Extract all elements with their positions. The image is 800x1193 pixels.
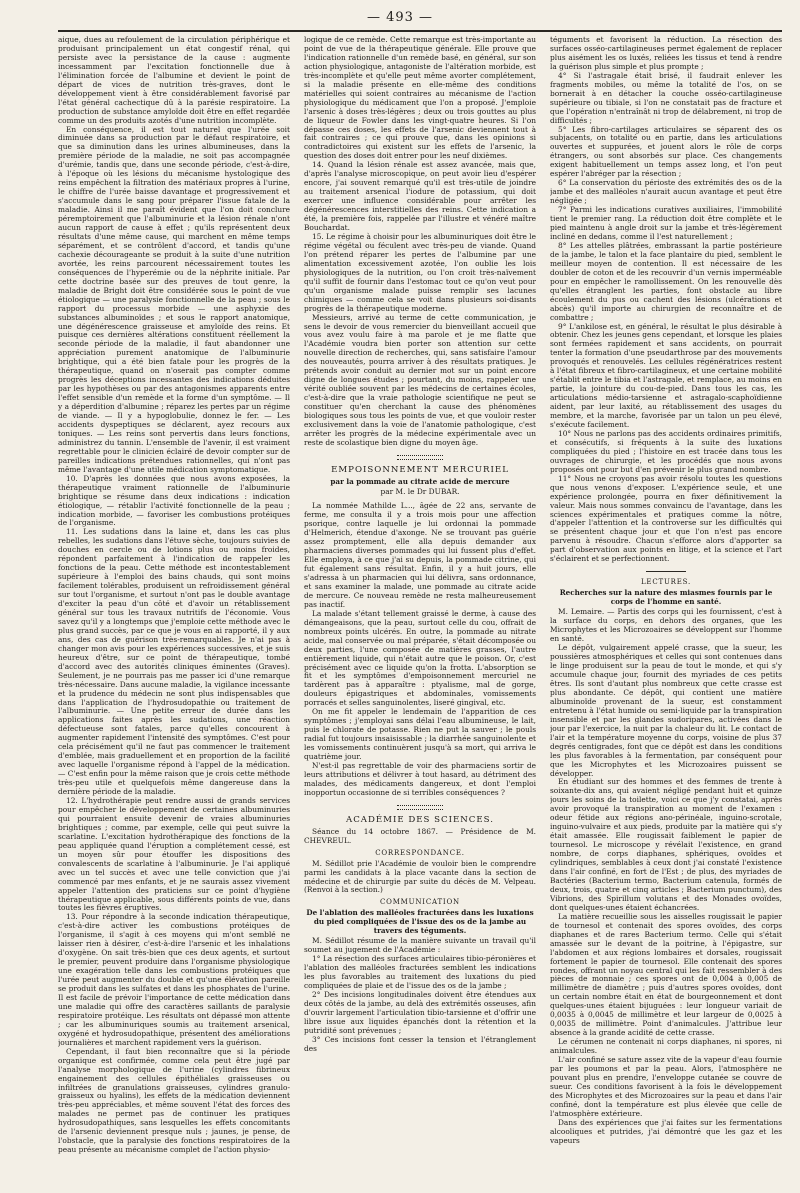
paragraph: Cependant, il faut bien reconnaître que si la période organique est confirmée, comme cela peut être jugé par l'analyse morphologique de l'urine (cylindres fibrineux engainement des cellules épithéliales graisseuses ou infiltrées de granulations graisseuses, cylindres granulo-graisseux ou hyalins), les effets de la médication deviennent très-peu appréciables, et même souvent l'état des forces des malades ne permet pas de continuer les pratiques hydrosudopathiques, sans lesquelles les effets concomitants de l'arsenic deviennent presque nuls ; jaunes, je pense, de l'obstacle, que la paralysie des fonctions respiratoires de la peau présente au mécanisme complet de l'action physio- (58, 1046, 290, 1155)
paragraph: M. Lemaire. — Partis des corps qui les fournissent, c'est à la surface du corps, en dehors des organes, que les Microphytes et les Microzoaires se développent sur l'homme en santé. (550, 607, 782, 644)
article-columns (58, 36, 782, 1186)
lecture-title: Recherches sur la nature des miasmes fournis par le corps de l'homme en santé. (559, 588, 773, 606)
page-number: — 493 — (366, 10, 434, 25)
section-separator (397, 805, 443, 810)
paragraph: 10. D'après les données que nous avons exposées, la thérapeutique vraiment rationnelle de l'albuminurie brightique se résume dans deux indications : indication étiologique, — rétablir l'activité fonctionnelle de la peau ; indication morbide, — favoriser les combustions protéiques de l'organisme. (58, 473, 290, 528)
paragraph: La nommée Mathilde L..., âgée de 22 ans, servante de ferme, me consulta il y a trois mois pour une affection psorique, contre laquelle je lui ordonnai la pommade d'Helmerich, étendue d'axonge. Ne se trouvant pas guérie assez promptement, elle alla depuis demander aux pharmaciens diverses pommades qui lui fussent plus d'effet. Elle employa, à ce que j'ai su depuis, la pommade citrine, qui fut également sans résultat. Enfin, il y a huit jours, elle s'adressa à un pharmacien qui lui délivra, sans ordonnance, et sans examiner la malade, une pommade au citrate acide de mercure. Ce nouveau remède ne resta malheureusement pas inactif. (304, 501, 536, 609)
article-byline: par M. le Dr DUBAR. (380, 487, 460, 497)
section-separator (646, 571, 686, 572)
paragraph: L'air confiné se sature assez vite de la vapeur d'eau fournie par les poumons et par la peau. Alors, l'atmosphère ne pouvant plus en prendre, l'enveloppe cutanée se couvre de sueur. Ces conditions favorisent à la fois le développement des Microphytes et des Microzoaires sur la peau et dans l'air confiné, dont la température est plus élevée que celle de l'atmosphère extérieure. (550, 1055, 782, 1118)
paragraph: M. Sédillot résume de la manière suivante un travail qu'il soumet au jugement de l'Académie : (304, 936, 536, 955)
paragraph: En conséquence, il est tout naturel que l'urée soit diminuée dans sa production par le défaut respiratoire, et que sa diminution dans les urines albumineuses, dans la première période de la maladie, ne soit pas accompagnée d'urémie, tandis que, dans une seconde période, c'est-à-dire, à l'époque où les lésions du mécanisme hystologique des reins empêchent la filtration des matériaux propres à l'urine, le chiffre de l'urée baisse davantage et progressivement et s'accumule dans le sang pour préparer l'issue fatale de la maladie. Ainsi il me paraît évident que l'on doit conclure péremptoirement que l'albuminurie et la lésion rénale n'ont aucun rapport de cause à effet ; qu'ils représentent deux résultats d'une même cause, qui marchent en même temps séparément, et se contrôlent d'accord, et tandis qu'une cachexie décourageante se produit à la suite d'une nutrition avortée, les reins parcourent nécessairement toutes les conséquences de l'hyperémie ou de la néphrite initiale. Par cette doctrine basée sur des preuves de tout genre, la maladie de Bright doit être considérée sous le point de vue étiologique — une paralysie fonctionnelle de la peau ; sous le rapport du processus morbide — une asphyxie des substances albuminoïdes ; et sous le rapport anatomique, une dégénérescence graisseuse et amyloïde des reins. Et puisque ces dernières altérations constituent réellement la seconde période de la maladie, il faut abandonner une appréciation purement anatomique de l'albuminurie brightique, qui a été bien fatale pour les progrès de la thérapeutique, quand on n'oserait pas compter comme progrès les déceptions incessantes des indications déduites par les hypothèses ou par des antagonismes apparents entre l'effet sensible d'un remède et la forme d'un symptôme. — Il y a déperdition d'albumine ; réparez les pertes par un régime de viande. — Il y a hypoglobulie, donnez le fer. — Les accidents dyspeptiques se déclarent, ayez recours aux toniques. — Les reins sont pervertis dans leurs fonctions, administrez du tannin. L'ensemble de l'avenir, il est vraiment regrettable pour le clinicien éclairé de devoir compter sur de pareilles indications prétendues rationnelles, qui n'ont pas même l'avantage d'une utile médication symptomatique. (58, 124, 290, 474)
paragraph: On me fit appeler le lendemain de l'apparition de ces symptômes ; j'employai sans délai l'eau albumineuse, le lait, puis le chlorate de potasse. Rien ne put la sauver ; le pouls radial fut toujours insaisissable ; la diarrhée sanguinolente et les vomissements continuèrent jusqu'à sa mort, qui arriva le quatrième jour. (304, 707, 536, 762)
paragraph: Messieurs, arrivé au terme de cette communication, je sens le devoir de vous remercier du bienveillant accueil que vous avez voulu faire à ma parole et je me flatte que l'Académie voudra bien porter son attention sur cette nouvelle direction de recherches, qui, sans satisfaire l'amour des nouveautés, pourra arriver à des résultats pratiques. Je prétends avoir conduit au dernier mot sur un point encore digne de longues études ; pourtant, du moins, rappeler une vérité oubliée souvent par les médecins de certaines écoles, c'est-à-dire que la vraie pathologie scientifique ne peut se constituer qu'en cherchant la cause des phénomènes biologiques sous tous les points de vue, et que vouloir rester exclusivement dans la voie de l'anatomie pathologique, c'est arrêter les progrès de la médecine expérimentale avec un reste de scolastique bien digne du moyen âge. (304, 312, 536, 447)
column-3 (550, 36, 782, 1186)
paragraph: M. Sédillot prie l'Académie de vouloir bien le comprendre parmi les candidats à la place vacante dans la section de médecine et de chirurgie par suite du décès de M. Velpeau. (Renvoi à la section.) (304, 858, 536, 895)
column-2 (304, 36, 536, 1186)
paragraph: 10° Nous ne parlons pas des accidents ordinaires primitifs, et consécutifs, si fréquents à la suite des luxations compliquées du pied ; l'histoire en est tracée dans tous les ouvrages de chirurgie, et les procédés que nous avons proposés ont pour but d'en prévenir le plus grand nombre. (550, 428, 782, 474)
paragraph: téguments et favorisent la réduction. La résection des surfaces osséo-cartilagineuses permet également de replacer plus aisément les os luxés, reliées les tissus et tend à rendre la guérison plus simple et plus prompte ; (550, 36, 782, 71)
subsection-heading: LECTURES. (640, 578, 692, 587)
paragraph: Le dépôt, vulgairement appelé crasse, que la sueur, les poussières atmosphériques et celles qui sont contenues dans le linge produisent sur la peau de tout le monde, et qui s'y accumule chaque jour, fournit des myriades de ces petits êtres. Ils sont d'autant plus nombreux que cette crasse est plus abondante. Ce dépôt, qui contient une matière albuminoïde provenant de la sueur, est constamment entretenu à l'état humide ou semi-liquide par la transpiration insensible et par les glandes sudoripares, activées dans le jour par l'exercice, la nuit par la chaleur du lit. Le contact de l'air et la température moyenne du corps, voisine de plus 37 degrés centigrades, font que ce dépôt est dans les conditions les plus favorables à la fermentation, par conséquent pour que les Microphytes et les Microzoaires puissent se développer. (550, 643, 782, 778)
paragraph: logique de ce remède. Cette remarque est très-importante au point de vue de la thérapeutique générale. Elle prouve que l'indication rationnelle d'un remède basé, en général, sur son action physiologique, antagoniste de l'altération morbide, est très-incomplète et qu'elle peut même avorter complétement, si la maladie présente en elle-même des conditions matérielles qui soient contraires au mécanisme de l'action physiologique du médicament que l'on a proposé. J'emploie l'arsenic à doses très-légères ; deux ou trois gouttes au plus de liqueur de Fowler dans les vingt-quatre heures. Si l'on dépasse ces doses, les effets de l'arsenic deviennent tout à fait contraires ; ce qui prouve que, dans les opinions si contradictoires qui existent sur les effets de l'arsenic, la question des doses doit entrer pour les neuf dixièmes. (304, 36, 536, 161)
paragraph: La matière recueillie sous les aisselles rougissait le papier de tournesol et contenait des spores ovoïdes, des corps diaphanes et de rares Bacterium termo. Celle qui s'était amassée sur le devant de la poitrine, à l'épigastre, sur l'abdomen et aux régions lombaires et dorsales, rougissait fortement le papier de tournesol. Elle contenait des spores rondes, offrant un noyau central qui les fait ressembler à des pièces de monnaie ; ces spores ont de 0,004 à 0,005 de millimètre de diamètre ; puis d'autres spores ovoïdes, dont un certain nombre était en état de bourgeonnement et dont quelques-unes étaient bijuguées : leur longueur variait de 0,0035 à 0,0045 de millimètre et leur largeur de 0,0025 à 0,0035 de millimètre. Point d'animalcules. J'attribue leur absence à la grande acidité de cette crasse. (550, 911, 782, 1038)
article-title: EMPOISONNEMENT MERCURIEL (331, 464, 509, 475)
paragraph: aique, dues au refoulement de la circulation périphérique et produisant principalement un état congestif rénal, qui persiste avec la persistance de la cause : augmente incessamment par l'excitation fonctionnelle due à l'élimination forcée de l'albumine et devient le point de départ de vices de nutrition très-graves, dont le développement vient à être considérablement favorisé par l'état général cachectique dû à la parésie respiratoire. La production de substance amyloïde doit être en effet regardée comme un des produits azotés d'une nutrition incomplète. (58, 36, 290, 125)
paragraph: 11° Nous ne croyons pas avoir résolu toutes les questions que nous venons d'exposer. L'expérience seule, et une expérience prolongée, pourra en fixer définitivement la valeur. Mais nous sommes convaincu de l'avantage, dans les sciences expérimentales et pratiques comme la nôtre, d'appeler l'attention et la controverse sur les difficultés qui se présentent chaque jour et que l'on n'est pas encore parvenu à résoudre. Chacun s'efforce alors d'apporter sa part d'observation aux points en litige, et la science et l'art s'éclairent et se perfectionnent. (550, 473, 782, 564)
subsection-heading: CORRESPONDANCE. (375, 848, 465, 857)
column-1 (58, 36, 290, 1186)
paragraph: Le cérumen ne contenait ni corps diaphanes, ni spores, ni animalcules. (550, 1037, 782, 1056)
section-separator (397, 455, 443, 460)
paragraph: 14. Quand la lésion rénale est assez avancée, mais que, d'après l'analyse microscopique, on peut avoir lieu d'espérer encore, j'ai souvent remarqué qu'il est très-utile de joindre au traitement arsenical l'iodure de potassium, qui doit exercer une influence considérable pour arrêter les dégénérescences interstitielles des reins. Cette indication a été, la première fois, rappelée par l'illustre et vénéré maître Bouchardat. (304, 160, 536, 233)
paragraph: 1° La résection des surfaces articulaires tibio-péronières et l'ablation des malléoles fracturées semblent les indications les plus favorables au traitement des luxations du pied compliquées de plaie et de l'issue des os de la jambe ; (304, 954, 536, 990)
paragraph: 8° Les attelles plâtrées, embrassant la partie postérieure de la jambe, le talon et la face plantaire du pied, semblent le meilleur moyen de contention. Il est nécessaire de les doubler de coton et de les recouvrir d'un vernis imperméable pour en empêcher le ramollissement. On les renouvelle dès qu'elles étranglent les parties, font obstacle au libre écoulement du pus ou cachent des lésions (ulcérations et abcès) qu'il importe au chirurgien de reconnaître et de combattre ; (550, 240, 782, 322)
paragraph: 9° L'ankilose est, en général, le résultat le plus désirable à obtenir. Chez les jeunes gens cependant, et lorsque les plaies sont fermées rapidement et sans accidents, on pourrait tenter la formation d'une pseudarthrose par des mouvements provoqués et renouvelés. Les cellules régénératrices restent à l'état fibreux et fibro-cartilagineux, et une certaine mobilité s'établit entre le tibia et l'astragale, et remplace, au moins en partie, la jointure du cou-de-pied. Dans tous les cas, les articulations médio-tarsienne et astragalo-scaphoïdienne aident, par leur laxité, au rétablissement des usages du membre, et la marche, favorisée par un talon un peu élevé, s'exécute facilement. (550, 321, 782, 429)
paragraph: 5° Les fibro-cartilages articulaires se séparent des os subjacents, on totalité ou en partie, dans les articulations ouvertes et suppurées, et jouent alors le rôle de corps étrangers, ou sont absorbés sur place. Ces changements exigent habituellement un temps assez long, et l'on peut espérer l'abréger par la résection ; (550, 124, 782, 179)
session-line: Séance du 14 octobre 1867. — Présidence de M. CHEVREUL. (304, 826, 536, 845)
paragraph: 6° La conservation du périoste des extrémités des os de la jambe et des malléoles n'aurait aucun avantage et peut être négligée ; (550, 178, 782, 206)
paragraph: 3° Ces incisions font cesser la tension et l'étranglement des (304, 1034, 536, 1053)
communication-title: De l'ablation des malléoles fracturées dans les luxations du pied compliquées de l'issue des os de la jambe au travers des téguments. (306, 908, 534, 935)
header-rule (58, 30, 782, 32)
paragraph: Dans des expériences que j'ai faites sur les fermentations alcooliques et putrides, j'ai démontré que les gaz et les vapeurs (550, 1117, 782, 1145)
article-subtitle: par la pommade au citrate acide de mercure (330, 476, 510, 486)
paragraph: 12. L'hydrothérapie peut rendre aussi de grands services pour empêcher le développement de certaines albuminuries qui pourraient ensuite devenir de vraies albuminuries brightiques ; comme, par exemple, celle qui peut suivre la scarlatine. L'excitation hydrothérapique des fonctions de la peau appliquée quand l'éruption a complétement cessé, est un moyen sûr pour étouffer les dispositions des convalescents de scarlatine à l'albuminurie. Je l'ai appliqué avec un tel succès et avec une telle conviction que j'ai commencé par mes enfants, et je ne saurais assez vivement appeler l'attention des praticiens sur ce point d'hygiène thérapeutique applicable, sous différents points de vue, dans toutes les fièvres éruptives. (58, 796, 290, 913)
section-heading: ACADÉMIE DES SCIENCES. (346, 814, 494, 825)
paragraph: 11. Les sudations dans la laine et, dans les cas plus rebelles, les sudations dans l'étuve sèche, toujours suivies de douches en cercle ou de lotions plus ou moins froides, répondent parfaitement à l'indication de rappeler les fonctions de la peau. Cette méthode est incontestablement supérieure à l'emploi des bains chauds, qui sont moins facilement tolérables, produisent un refroidissement général sur tout l'organisme, et surtout n'ont pas le double avantage d'exciter la peau d'un côté et d'avoir un rétablissement général sur tous les travaux nutritifs de l'économie. Vous savez qu'il y a longtemps que j'emploie cette méthode avec le plus grand succès, par ce que je vous en ai rapporté, il y aux ans, des cas de guérison très-remarquables. Je n'ai pas à changer mon avis pour les expériences successives, et je suis heureux d'être, sur ce point de thérapeutique, tombé d'accord avec des autorités cliniques éminentes (Graves). Seulement, je ne pourrais pas me passer ici d'une remarque très-nécessaire. Dans aucune maladie, la vigilance incessante et la prudence du médecin ne sont plus indispensables que dans l'application de l'hydrosudopathie ou traitement de l'albuminurie. — Une petite erreur de durée dans les applications faites après les sudations, une réaction défectueuse sont fatales, parce qu'elles concourent à augmenter rapidement l'intensité des symptômes. C'est pour cela précisément qu'il ne faut pas commencer le traitement d'emblée, mais graduellement et en proportion de la facilité avec laquelle l'organisme répond à l'appel de la médication. — C'est enfin pour la même raison que je crois cette méthode très-peu utile et quelquefois même dangereuse dans la dernière période de la maladie. (58, 527, 290, 797)
paragraph: 2° Des incisions longitudinales doivent être étendues aux deux côtés de la jambe, au delà des extrémités osseuses, afin d'ouvrir largement l'articulation tibio-tarsienne et d'offrir une libre issue aux liquides épanchés dont la rétention et la putridité sont prévenues ; (304, 989, 536, 1035)
paragraph: 7° Parmi les indications curatives auxiliaires, l'immobilité tient le premier rang. La réduction doit être complète et le pied maintenu à angle droit sur la jambe et très-légèrement incliné en dedans, comme il l'est naturellement ; (550, 205, 782, 241)
paragraph: En étudiant sur des hommes et des femmes de trente à soixante-dix ans, qui avaient négligé pendant huit et quinze jours les soins de la toilette, voici ce que j'y constatai, après avoir provoqué la transpiration au moment de l'examen : odeur fétide aux régions ano-périnéale, inguino-scrotale, inguino-vulvaire et aux pieds, produite par la matière qui s'y était amassée. Elle rougissait faiblement le papier de tournesol. Le microscope y révélait l'existence, en grand nombre, de corps diaphanes, sphériques, ovoïdes et cylindriques, semblables à ceux dont j'ai constaté l'existence dans l'air confiné, en fort de l'Est ; de plus, des myriades de Bactéries (Bacterium termo, Bacterium catenula, formés de deux, trois, quatre et cinq articles ; Bacterium punctum), des Vibrions, des Spirillum volutans et des Monades ovoïdes, dont quelques-unes étaient échancrées. (550, 777, 782, 912)
paragraph: La malade s'étant tellement graissé le derme, à cause des démangeaisons, que la peau, surtout celle du cou, offrait de nombreux points ulcérés. En outre, la pommade au nitrate acide, mal conservée ou mal préparée, s'était décomposée ou deux parties, l'une composée de matières grasses, l'autre entièrement liquide, qui n'était autre que le poison. Or, c'est précisément avec ce liquide qu'on la frotta. L'absorption se fit et les symptômes d'empoisonnement mercuriel ne tardèrent pas à apparaître : ptyalisme, mal de gorge, douleurs épigastriques et abdominales, vomissements porracés et selles sanguinolentes, liseré gingival, etc. (304, 608, 536, 708)
paragraph: 13. Pour répondre à la seconde indication thérapeutique, c'est-à-dire activer les combustions protéiques de l'organisme, il s'agit à ces moyens qui m'ont semblé ne laisser rien à désirer, c'est-à-dire l'arsenic et les inhalations d'oxygène. On sait très-bien que ces deux agents, et surtout le premier, peuvent produire dans l'organisme physiologique une exagération telle dans les combustions protéiques que l'urée peut augmenter du double et qu'une élévation pareille se produit dans les sulfates et dans les phosphates de l'urine. Il est facile de prévoir l'importance de cette médication dans une maladie qui offre des caractères saillants de paralysie respiratoire protéique. Les résultats ont dépassé mon attente ; car les albuminuriques soumis au traitement arsenical, oxygéné et hydrosudopathique, présentent des améliorations journalières et marchent rapidement vers la guérison. (58, 912, 290, 1047)
paragraph: N'est-il pas regrettable de voir des pharmaciens sortir de leurs attributions et délivrer à tout hasard, au détriment des malades, des médicaments dangereux, et dont l'emploi inopportun occasionne de si terribles conséquences ? (304, 760, 536, 797)
paragraph: 4° Si l'astragale était brisé, il faudrait enlever les fragments mobiles, ou même la totalité de l'os, on se bornerait à en détacher la couche osséo-cartilagineuse supérieure ou tibiale, si l'on ne constatait pas de fracture et que l'opération n'entraînât ni trop de délabrement, ni trop de difficultés ; (550, 70, 782, 125)
paragraph: 15. Le régime à choisir pour les albuminuriques doit être le régime végétal ou féculent avec très-peu de viande. Quand l'on prétend réparer les pertes de l'albumine par une alimentation excessivement azotée, l'on oublie les lois physiologiques de la nutrition, ou l'on croit très-naïvement qu'il suffit de fournir dans l'estomac tout ce qu'on veut pour qu'un organisme malade puisse remplir ses lacunes chimiques — comme cela se voit dans plusieurs soi-disants progrès de la thérapeutique moderne. (304, 231, 536, 313)
subsection-heading: COMMUNICATION (380, 898, 460, 907)
